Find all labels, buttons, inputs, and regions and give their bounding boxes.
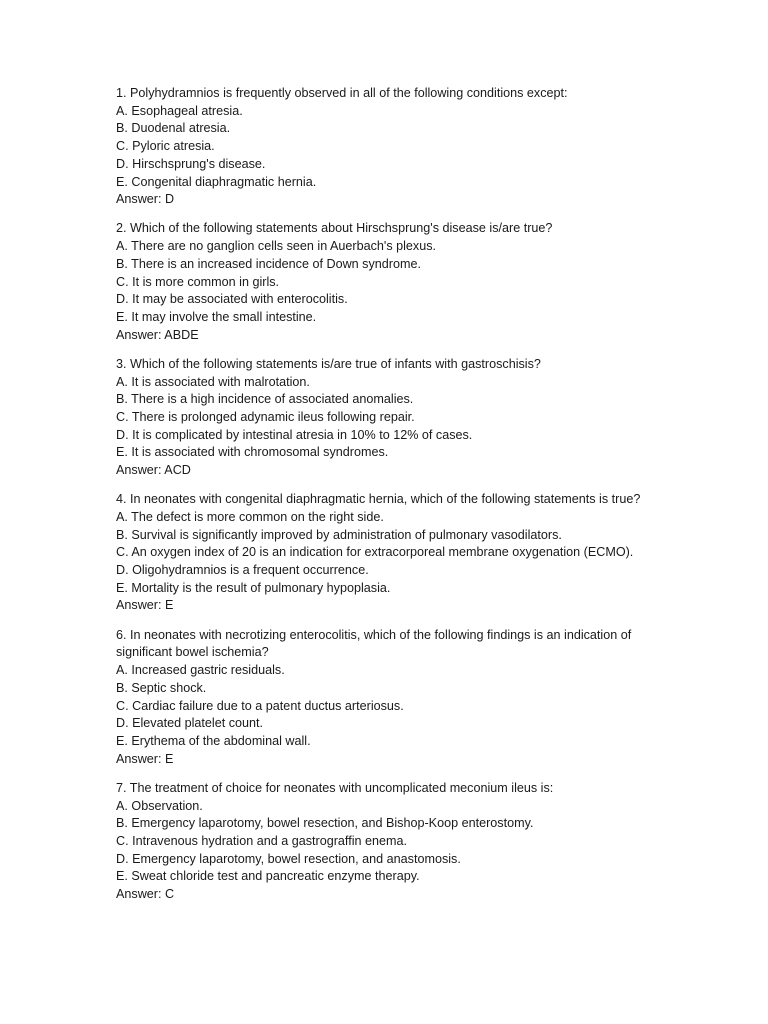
- option-b: B. Emergency laparotomy, bowel resection, and Bishop-Koop enterostomy.: [116, 816, 534, 831]
- option-c: C. Pyloric atresia.: [116, 139, 215, 154]
- question-7: [116, 780, 656, 904]
- option-d: D. Oligohydramnios is a frequent occurrence.: [116, 563, 369, 578]
- document-page: [116, 85, 656, 915]
- option-b: B. Septic shock.: [116, 680, 207, 695]
- option-e: E. It may involve the small intestine.: [116, 309, 317, 324]
- answer-line: Answer: E: [116, 751, 174, 766]
- option-a: A. Observation.: [116, 798, 203, 813]
- question-1: [116, 85, 656, 209]
- option-e: E. Sweat chloride test and pancreatic enzyme therapy.: [116, 869, 420, 884]
- option-d: D. Elevated platelet count.: [116, 716, 264, 731]
- option-c: C. Intravenous hydration and a gastrograffin enema.: [116, 833, 408, 848]
- answer-line: Answer: ACD: [116, 463, 191, 478]
- option-a: A. Increased gastric residuals.: [116, 663, 285, 678]
- option-a: A. The defect is more common on the right side.: [116, 509, 384, 524]
- option-e: E. Erythema of the abdominal wall.: [116, 733, 311, 748]
- question-stem: 1. Polyhydramnios is frequently observed in all of the following conditions except:: [116, 86, 568, 100]
- option-b: B. Duodenal atresia.: [116, 121, 231, 136]
- option-c: C. An oxygen index of 20 is an indication for extracorporeal membrane oxygenation (ECMO).: [116, 545, 634, 560]
- answer-line: Answer: ABDE: [116, 327, 199, 342]
- option-b: B. There is a high incidence of associated anomalies.: [116, 392, 414, 407]
- option-b: B. There is an increased incidence of Down syndrome.: [116, 256, 421, 271]
- question-4: [116, 491, 656, 615]
- option-b: B. Survival is significantly improved by administration of pulmonary vasodilators.: [116, 527, 562, 542]
- option-a: A. Esophageal atresia.: [116, 103, 243, 118]
- question-3: [116, 356, 656, 480]
- answer-line: Answer: E: [116, 598, 174, 613]
- answer-line: Answer: C: [116, 887, 175, 902]
- option-c: C. It is more common in girls.: [116, 274, 280, 289]
- option-d: D. Hirschsprung's disease.: [116, 156, 266, 171]
- question-stem: 2. Which of the following statements about Hirschsprung's disease is/are true?: [116, 221, 553, 236]
- option-e: E. Mortality is the result of pulmonary hypoplasia.: [116, 580, 391, 595]
- option-a: A. It is associated with malrotation.: [116, 374, 310, 389]
- option-e: E. Congenital diaphragmatic hernia.: [116, 174, 317, 189]
- question-stem: 3. Which of the following statements is/are true of infants with gastroschisis?: [116, 356, 541, 371]
- option-c: C. Cardiac failure due to a patent ductus arteriosus.: [116, 698, 404, 713]
- question-6: [116, 627, 656, 769]
- option-e: E. It is associated with chromosomal syndromes.: [116, 445, 389, 460]
- option-d: D. Emergency laparotomy, bowel resection, and anastomosis.: [116, 851, 461, 866]
- question-stem: 6. In neonates with necrotizing enterocolitis, which of the following findings is an indication of significant bowel ischemia?: [116, 627, 632, 660]
- option-a: A. There are no ganglion cells seen in Auerbach's plexus.: [116, 239, 437, 254]
- option-d: D. It is complicated by intestinal atresia in 10% to 12% of cases.: [116, 427, 473, 442]
- question-2: [116, 220, 656, 344]
- option-c: C. There is prolonged adynamic ileus following repair.: [116, 409, 415, 424]
- question-stem: 7. The treatment of choice for neonates with uncomplicated meconium ileus is:: [116, 780, 554, 795]
- question-stem: 4. In neonates with congenital diaphragmatic hernia, which of the following statements is true?: [116, 492, 641, 507]
- answer-line: Answer: D: [116, 192, 175, 207]
- option-d: D. It may be associated with enterocolitis.: [116, 292, 348, 307]
